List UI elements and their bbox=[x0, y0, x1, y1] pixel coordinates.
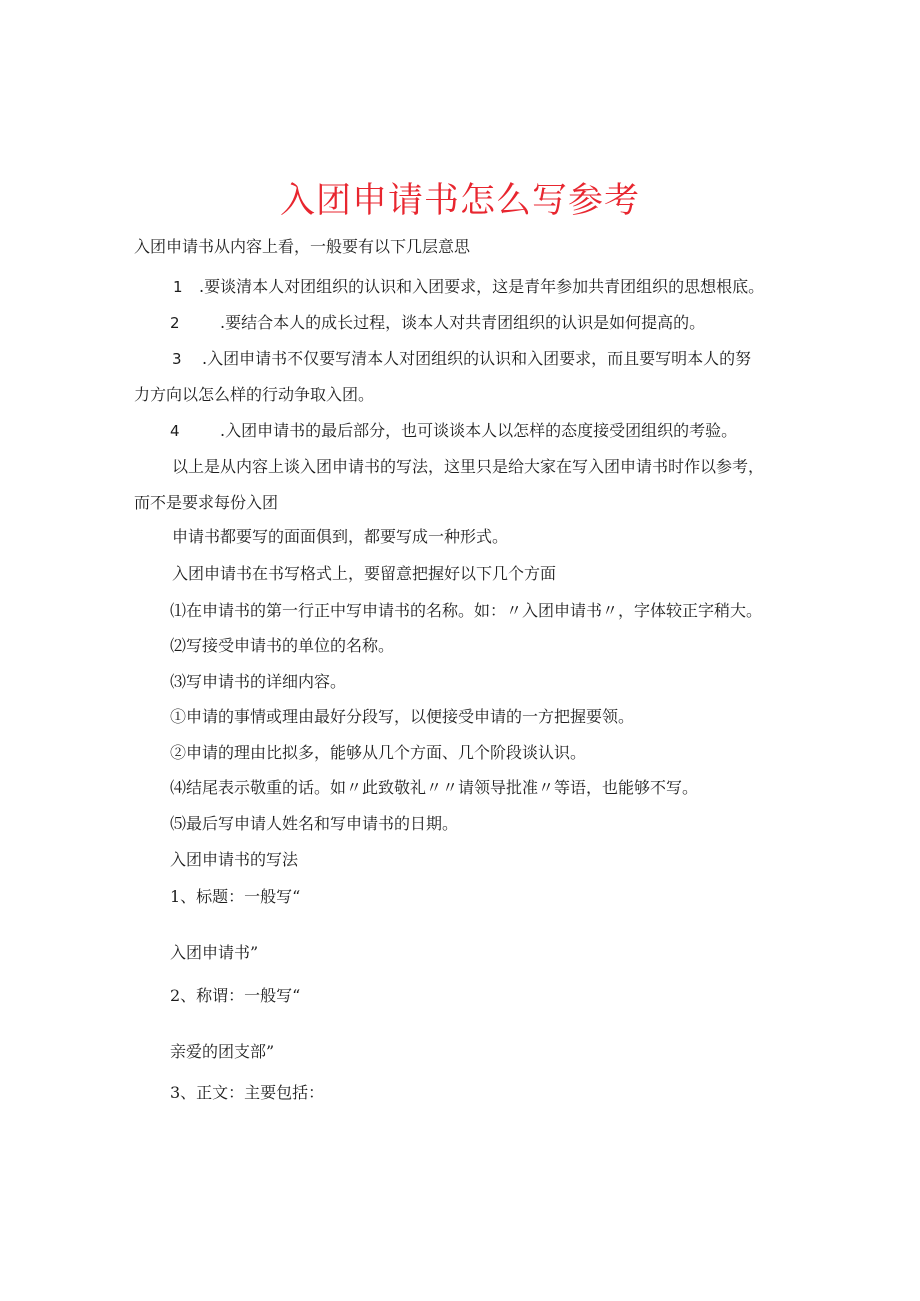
point-text: .要谈清本人对团组织的认识和入团要求，这是青年参加共青团组织的思想根底。 bbox=[199, 277, 765, 296]
writing-item: 入团申请书” bbox=[170, 943, 259, 962]
summary-line-1: 以上是从内容上谈入团申请书的写法，这里只是给大家在写入团申请书时作以参考， bbox=[172, 457, 765, 476]
format-item: ⑴在申请书的第一行正中写申请书的名称。如：〃入团申请书〃，字体较正字稍大。 bbox=[170, 601, 763, 620]
point-text: .入团申请书的最后部分，也可谈谈本人以怎样的态度接受团组织的考验。 bbox=[220, 421, 738, 440]
point-text: .入团申请书不仅要写清本人对团组织的认识和入团要求，而且要写明本人的努 bbox=[202, 349, 752, 368]
document-title: 入团申请书怎么写参考 bbox=[279, 181, 640, 221]
format-item: ⑶写申请书的详细内容。 bbox=[170, 672, 347, 691]
point-number: 4 bbox=[170, 422, 180, 440]
format-item: ⑷结尾表示敬重的话。如〃此致敬礼〃〃请领导批准〃等语，也能够不写。 bbox=[170, 778, 699, 797]
writing-item: 1、标题：一般写“ bbox=[170, 887, 301, 906]
point-3 bbox=[172, 348, 751, 370]
format-item: ⑵写接受申请书的单位的名称。 bbox=[170, 636, 395, 655]
point-number: 3 bbox=[172, 350, 182, 368]
format-heading: 入团申请书在书写格式上，要留意把握好以下几个方面 bbox=[172, 564, 557, 583]
format-item: ①申请的事情或理由最好分段写，以便接受申请的一方把握要领。 bbox=[170, 707, 635, 726]
point-number: 1 bbox=[173, 278, 183, 296]
intro-line: 入团申请书从内容上看，一般要有以下几层意思 bbox=[134, 237, 471, 256]
point-text: .要结合本人的成长过程，谈本人对共青团组织的认识是如何提高的。 bbox=[220, 313, 706, 332]
summary-line-2: 而不是要求每份入团 bbox=[134, 493, 279, 512]
point-number: 2 bbox=[170, 314, 180, 332]
format-item: ⑸最后写申请人姓名和写申请书的日期。 bbox=[170, 814, 459, 833]
format-item: ②申请的理由比拟多，能够从几个方面、几个阶段谈认识。 bbox=[170, 743, 587, 762]
writing-item: 亲爱的团支部” bbox=[170, 1042, 275, 1061]
writing-item: 2、称谓：一般写“ bbox=[170, 986, 301, 1005]
point-1 bbox=[173, 276, 764, 298]
point-3-continued: 力方向以怎么样的行动争取入团。 bbox=[134, 385, 375, 404]
point-4 bbox=[170, 420, 737, 442]
point-2 bbox=[170, 312, 705, 334]
writing-heading: 入团申请书的写法 bbox=[170, 850, 299, 869]
summary-line-3: 申请书都要写的面面俱到，都要写成一种形式。 bbox=[172, 527, 509, 546]
writing-item: 3、正文：主要包括： bbox=[170, 1083, 325, 1102]
